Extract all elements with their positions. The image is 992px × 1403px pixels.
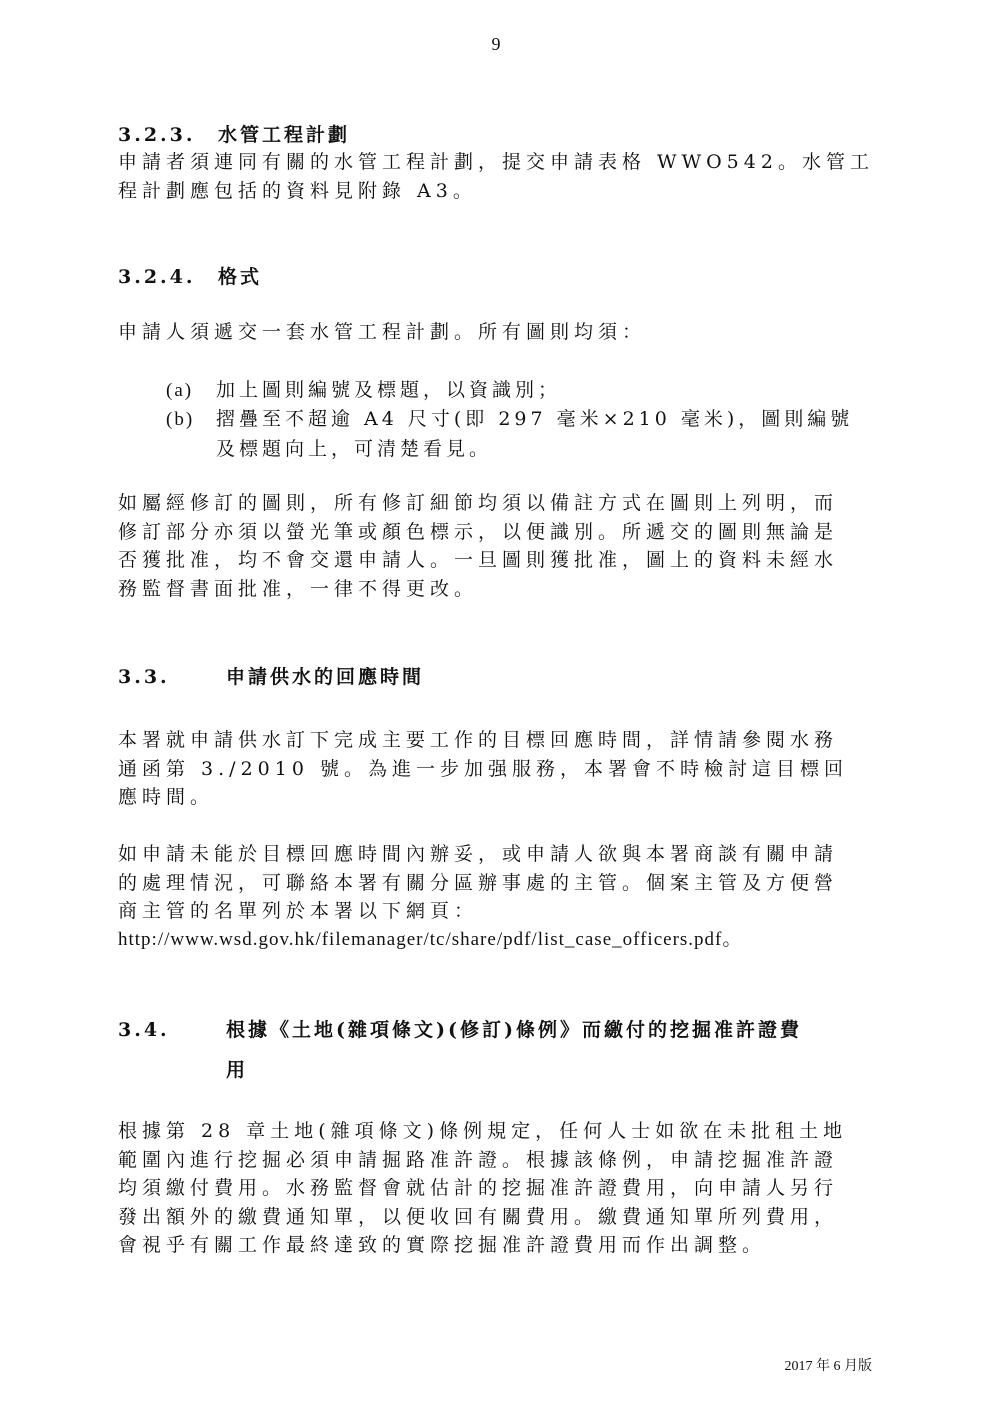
section-3-3-paragraph-1: [118, 726, 870, 812]
list-item-text: 加上圖則編號及標題，以資識別；: [216, 379, 562, 401]
paragraph-line: 程計劃應包括的資料見附錄 A3。: [118, 179, 477, 202]
case-officers-url-link[interactable]: http://www.wsd.gov.hk/filemanager/tc/share/pdf/list_case_officers.pdf。: [118, 928, 743, 950]
paragraph-line: 發出額外的繳費通知單，以便收回有關費用。繳費通知單所列費用，: [118, 1205, 839, 1228]
section-number: 3.3.: [118, 666, 170, 688]
paragraph-line: 商主管的名單列於本署以下網頁：: [118, 900, 479, 922]
section-title: 格式: [218, 266, 263, 288]
section-heading-3-4-continuation: [118, 1055, 870, 1082]
section-3-2-3-paragraph: [118, 148, 874, 205]
section-title: 申請供水的回應時間: [226, 666, 425, 688]
paragraph-line: 如申請未能於目標回應時間內辦妥，或申請人欲與本署商談有關申請: [118, 843, 839, 865]
section-title: 根據《土地(雜項條文)(修訂)條例》而繳付的挖掘准許證費: [226, 1019, 802, 1041]
section-heading-3-3: [118, 662, 870, 689]
section-heading-3-2-4: [118, 262, 870, 289]
section-3-2-4-intro: [118, 318, 870, 347]
list-item-text: 摺疊至不超逾 A4 尺寸(即 297 毫米×210 毫米)，圖則編號: [216, 408, 854, 430]
list-marker: (a): [166, 380, 194, 401]
list-item-text: 及標題向上，可清楚看見。: [216, 437, 493, 460]
section-heading-3-2-3: [118, 120, 870, 147]
paragraph-line: 務監督書面批准，一律不得更改。: [118, 577, 479, 600]
paragraph-line: 根據第 28 章土地(雜項條文)條例規定，任何人士如欲在未批租土地: [118, 1120, 848, 1142]
paragraph-line: 範圍內進行挖掘必須申請掘路准許證。根據該條例，申請挖掘准許證: [118, 1148, 839, 1171]
section-3-2-4-paragraph: [118, 489, 870, 603]
paragraph-line: 的處理情況，可聯絡本署有關分區辦事處的主管。個案主管及方便營: [118, 871, 839, 894]
paragraph-line: 通函第 3./2010 號。為進一步加强服務，本署會不時檢討這目標回: [118, 757, 848, 780]
section-title-continuation: 用: [226, 1059, 249, 1081]
edition-footer: 2017 年 6 月版: [784, 1359, 872, 1374]
section-number: 3.2.3.: [118, 124, 196, 146]
section-number: 3.2.4.: [118, 266, 196, 288]
section-title: 水管工程計劃: [218, 124, 351, 146]
paragraph-line: 均須繳付費用。水務監督會就估計的挖掘准許證費用，向申請人另行: [118, 1177, 839, 1199]
list-marker: (b): [166, 409, 195, 430]
section-3-3-paragraph-2: [118, 840, 870, 954]
section-heading-3-4: [118, 1015, 870, 1042]
list-item-b: [166, 405, 870, 463]
paragraph-line: 本署就申請供水訂下完成主要工作的目標回應時間，詳情請參閱水務: [118, 729, 839, 751]
paragraph-line: 申請人須遞交一套水管工程計劃。所有圖則均須：: [118, 321, 647, 343]
page-number: 9: [491, 34, 501, 54]
paragraph-line: 否獲批准，均不會交還申請人。一旦圖則獲批准，圖上的資料未經水: [118, 549, 839, 571]
section-number: 3.4.: [118, 1019, 170, 1041]
paragraph-line: 應時間。: [118, 786, 215, 808]
paragraph-line: 如屬經修訂的圖則，所有修訂細節均須以備註方式在圖則上列明，而: [118, 492, 839, 514]
list-item-a: [166, 376, 870, 406]
paragraph-line: 申請者須連同有關的水管工程計劃，提交申請表格 WWO542。水管工: [118, 151, 874, 173]
paragraph-line: 修訂部分亦須以螢光筆或顏色標示，以便識別。所遞交的圖則無論是: [118, 520, 839, 543]
paragraph-line: 會視乎有關工作最終達致的實際挖掘准許證費用而作出調整。: [118, 1234, 767, 1256]
section-3-4-paragraph: [118, 1117, 870, 1260]
